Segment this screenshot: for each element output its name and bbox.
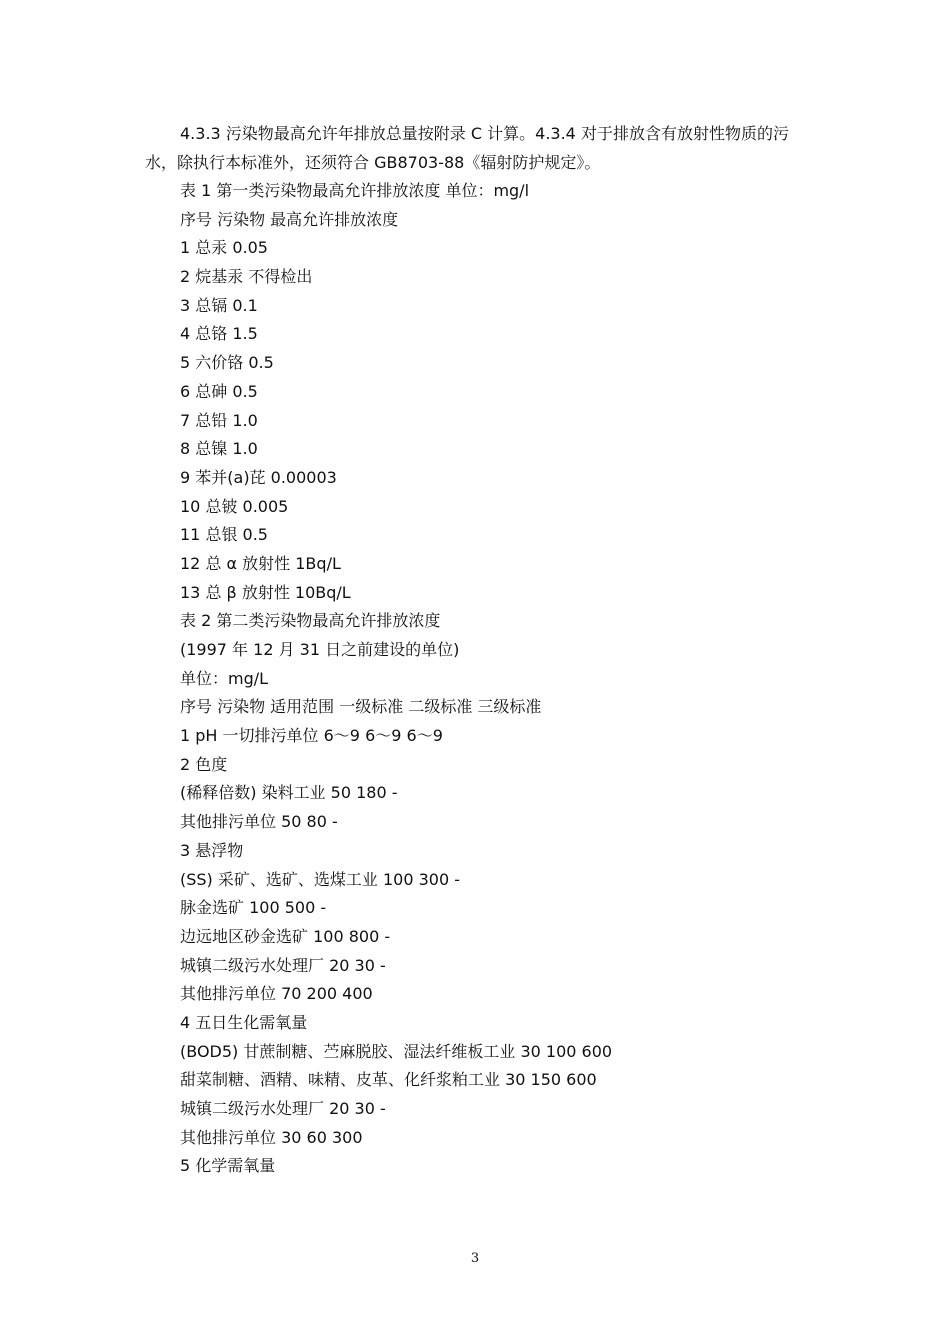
table1-row: 1 总汞 0.05 xyxy=(180,238,268,258)
table1-row: 3 总镉 0.1 xyxy=(180,295,258,315)
table1-row: 7 总铅 1.0 xyxy=(180,410,258,430)
table1-row: 2 烷基汞 不得检出 xyxy=(180,267,313,287)
table2-row: (稀释倍数) 染料工业 50 180 - xyxy=(180,783,398,803)
table2-row: 5 化学需氧量 xyxy=(180,1156,276,1176)
table2-row: 城镇二级污水处理厂 20 30 - xyxy=(180,1099,386,1118)
table1-row: 9 苯并(a)芘 0.00003 xyxy=(180,467,337,487)
table2-unit: 单位：mg/L xyxy=(180,668,269,688)
table1-row: 11 总银 0.5 xyxy=(180,525,268,545)
table1-row: 5 六价铬 0.5 xyxy=(180,353,274,373)
table2-row: 其他排污单位 50 80 - xyxy=(180,812,338,832)
table1-row: 10 总铍 0.005 xyxy=(180,496,289,516)
table2-header: 序号 污染物 适用范围 一级标准 二级标准 三级标准 xyxy=(180,697,542,717)
table2-row: 脉金选矿 100 500 - xyxy=(180,898,327,918)
table1-row: 13 总 β 放射性 10Bq/L xyxy=(180,582,351,602)
table2-row: 1 pH 一切排污单位 6～9 6～9 6～9 xyxy=(180,726,443,746)
table2-row: 边远地区砂金选矿 100 800 - xyxy=(180,926,391,946)
intro-paragraph: 4.3.3 污染物最高允许年排放总量按附录 C 计算。4.3.4 对于排放含有放射性物质的污水，除执行本标准外，还须符合 GB8703-88《辐射防护规定》。 xyxy=(145,124,789,172)
table2-row: 2 色度 xyxy=(180,754,228,774)
table2-caption: 表 2 第二类污染物最高允许排放浓度 xyxy=(180,611,441,631)
table2-row: (SS) 采矿、选矿、选煤工业 100 300 - xyxy=(180,869,460,889)
table2-row: 4 五日生化需氧量 xyxy=(180,1012,308,1032)
content-lines xyxy=(180,177,820,1181)
table1-row: 4 总铬 1.5 xyxy=(180,324,258,344)
table2-subcaption: (1997 年 12 月 31 日之前建设的单位) xyxy=(180,640,460,659)
table1-caption: 表 1 第一类污染物最高允许排放浓度 单位：mg/l xyxy=(180,181,530,200)
table1-header: 序号 污染物 最高允许排放浓度 xyxy=(180,209,399,229)
page-number: 3 xyxy=(470,1251,480,1266)
table2-row: 甜菜制糖、酒精、味精、皮革、化纤浆粕工业 30 150 600 xyxy=(180,1070,597,1090)
table2-row: 城镇二级污水处理厂 20 30 - xyxy=(180,955,386,975)
table2-row: 3 悬浮物 xyxy=(180,840,244,860)
table2-row: 其他排污单位 30 60 300 xyxy=(180,1127,363,1147)
table2-row: (BOD5) 甘蔗制糖、苎麻脱胶、湿法纤维板工业 30 100 600 xyxy=(180,1041,613,1061)
table1-row: 12 总 α 放射性 1Bq/L xyxy=(180,553,341,573)
table1-row: 6 总砷 0.5 xyxy=(180,381,258,401)
table2-row: 其他排污单位 70 200 400 xyxy=(180,984,373,1004)
table1-row: 8 总镍 1.0 xyxy=(180,439,258,459)
